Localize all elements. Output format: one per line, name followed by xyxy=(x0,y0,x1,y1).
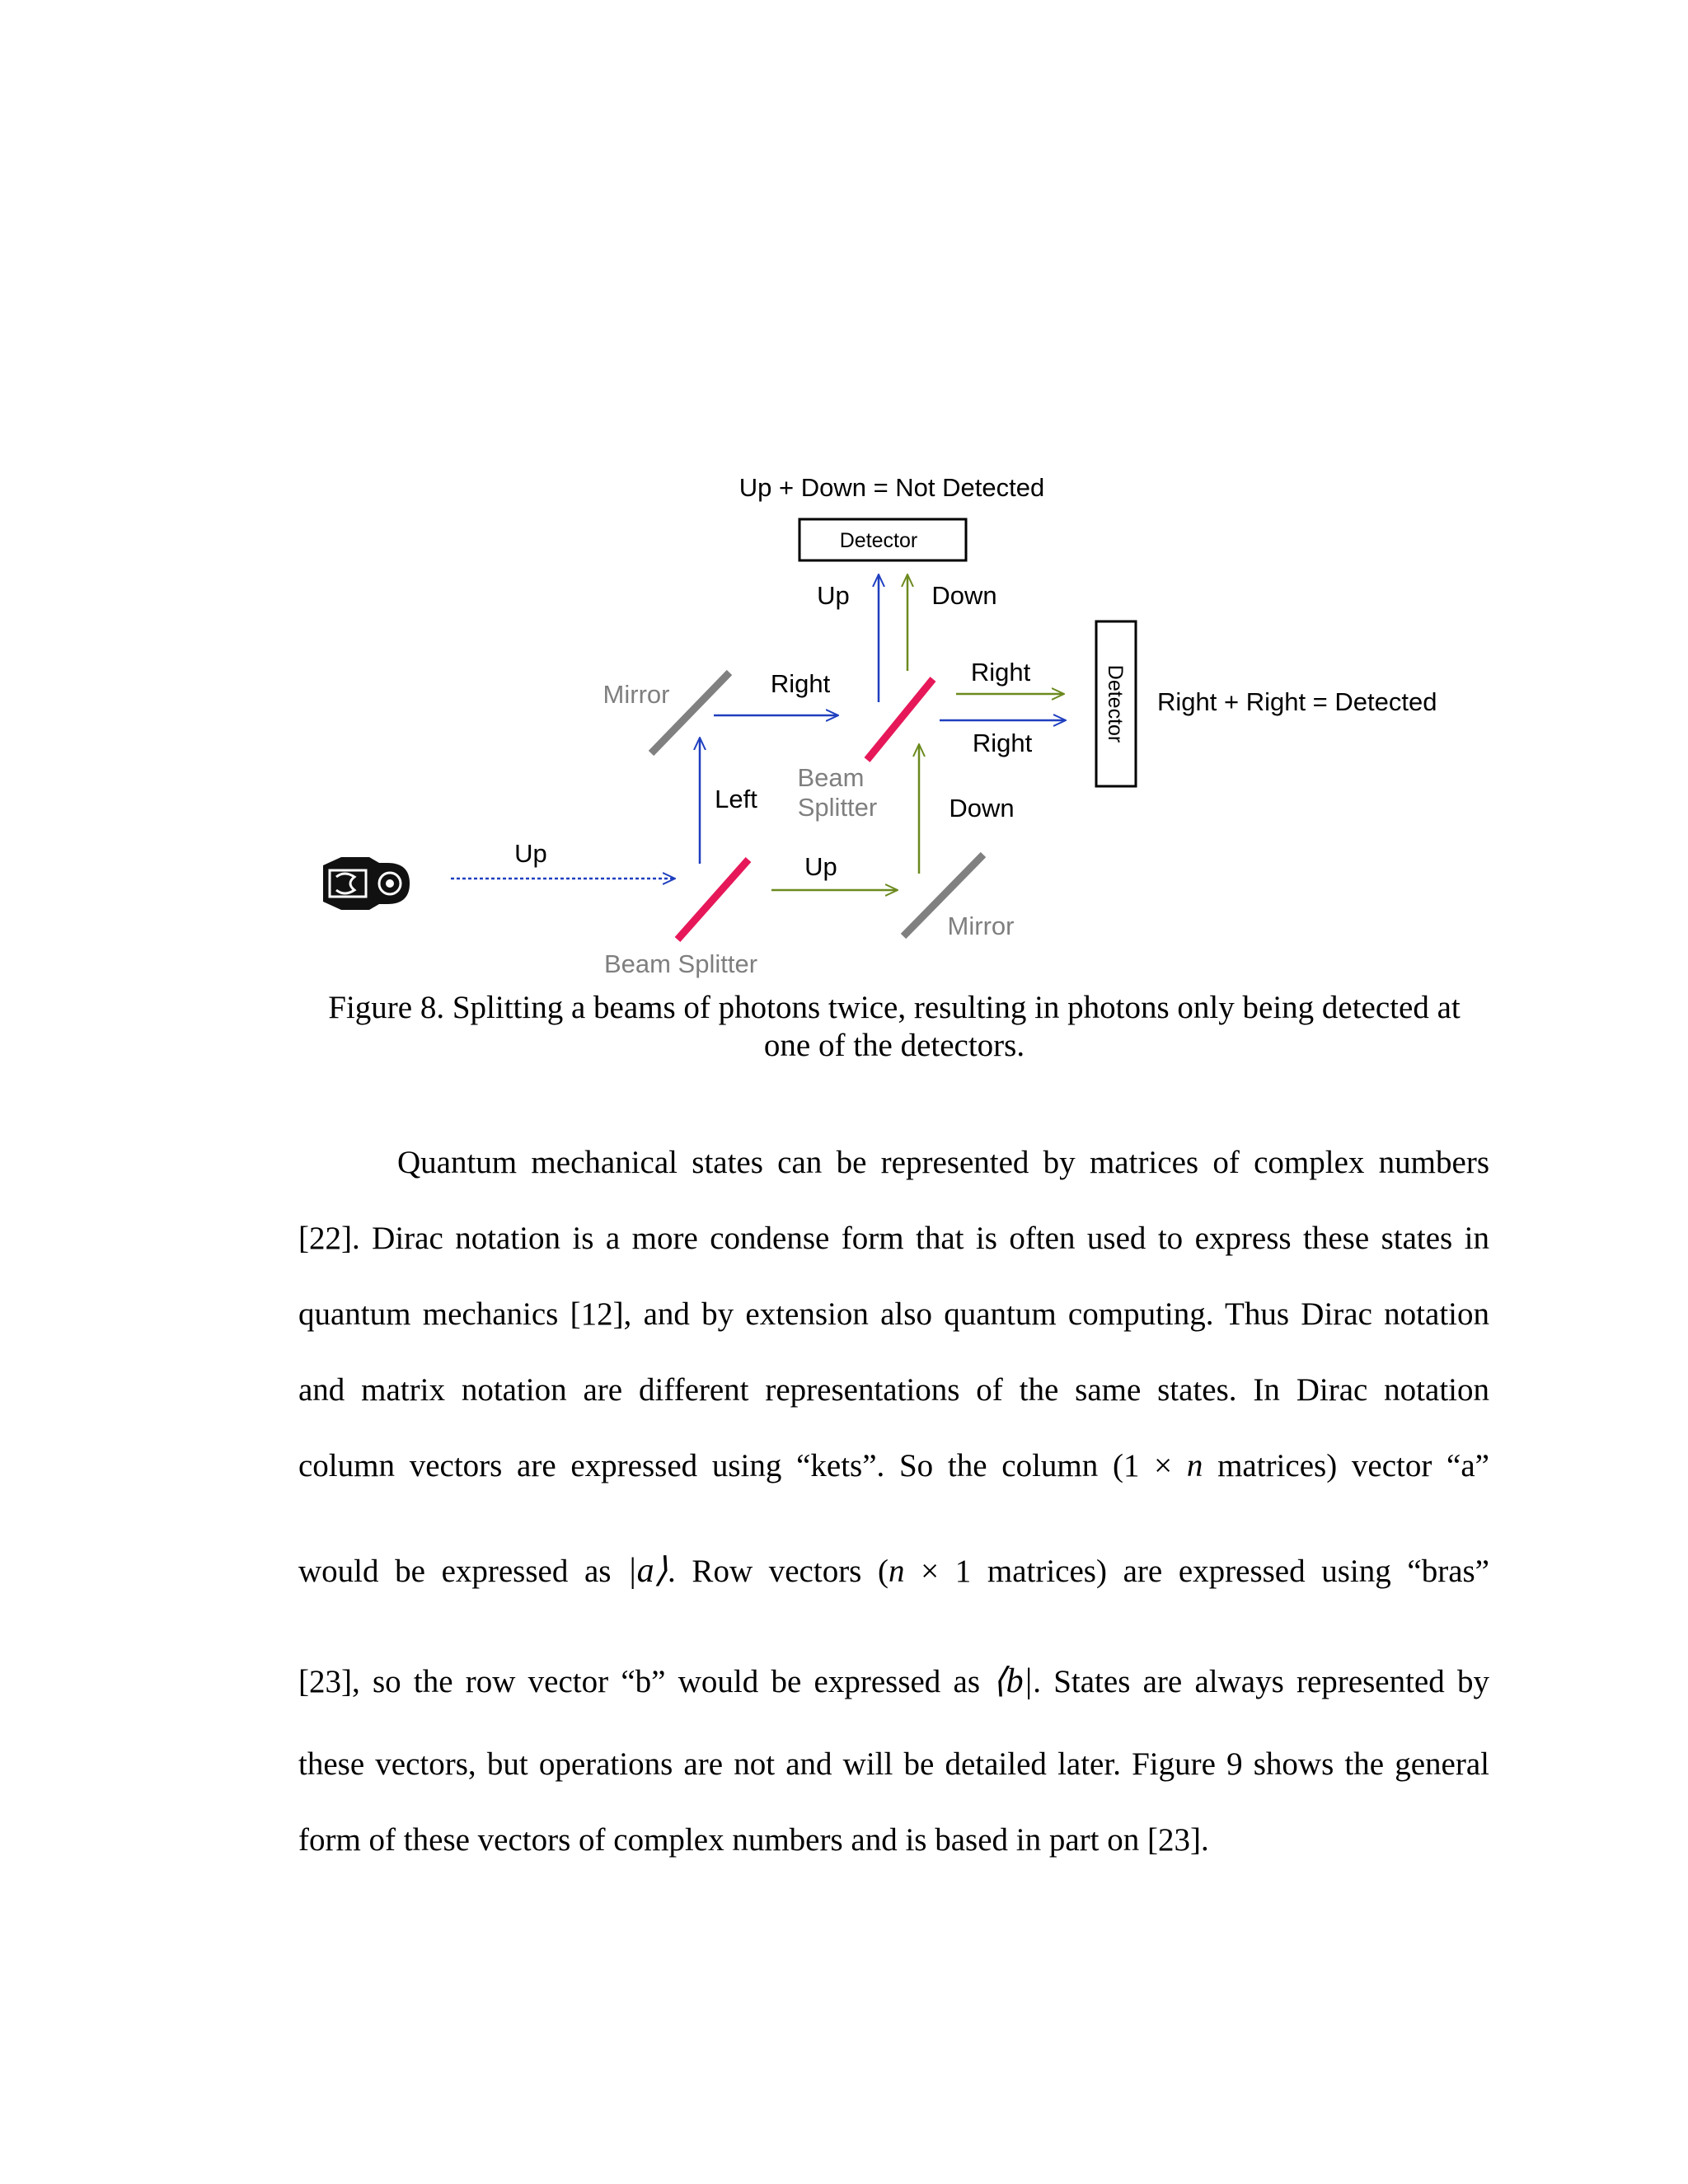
paragraph-line-1: Quantum mechanical states can be represented by matrices of complex numbers xyxy=(397,1145,1489,1180)
paragraph-line-6: would be expressed as |a⟩. Row vectors (n × 1 matrices) are expressed using “bras” xyxy=(298,1552,1489,1590)
paragraph-line-3: quantum mechanics [12], and by extension also quantum computing. Thus Dirac notation xyxy=(298,1296,1489,1332)
figure-caption xyxy=(305,989,1484,1065)
beam-splitter-mid-label-2: Splitter xyxy=(797,793,878,822)
bottom-beam-splitter xyxy=(678,860,748,940)
not-detected-label: Up + Down = Not Detected xyxy=(738,473,1045,502)
down-mid-label: Down xyxy=(949,794,1015,823)
paragraph-line-8: these vectors, but operations are not and will be detailed later. Figure 9 shows the general xyxy=(298,1746,1489,1782)
top-detector-label: Detector xyxy=(839,529,918,552)
side-detector xyxy=(1096,621,1136,786)
up-source-label: Up xyxy=(514,839,547,868)
right-out-2-label: Right xyxy=(972,729,1033,757)
paragraph-line-2: [22]. Dirac notation is a more condense form that is often used to express these states in xyxy=(298,1221,1489,1256)
caption-line-1: Figure 8. Splitting a beams of photons twice, resulting in photons only being detected at xyxy=(328,990,1461,1025)
right-out-1-label: Right xyxy=(970,658,1031,687)
up-bottom-label: Up xyxy=(804,852,837,881)
photon-source-icon xyxy=(323,857,410,910)
paragraph-line-9: form of these vectors of complex numbers and is based in part on [23]. xyxy=(298,1822,1209,1858)
side-detector-label: Detector xyxy=(1104,664,1127,743)
caption-line-2: one of the detectors. xyxy=(763,1028,1025,1063)
beam-splitter-bottom-label: Beam Splitter xyxy=(603,949,758,978)
mirror-right-label: Mirror xyxy=(947,912,1015,940)
beam-splitter-figure xyxy=(0,0,1688,989)
bra-b: ⟨b| xyxy=(992,1662,1034,1700)
left-label: Left xyxy=(715,785,757,813)
up-top-label: Up xyxy=(817,581,850,610)
beam-splitter-mid-label-1: Beam xyxy=(797,763,865,792)
middle-beam-splitter xyxy=(867,679,933,760)
down-top-label: Down xyxy=(931,581,997,610)
right-top-label: Right xyxy=(770,669,831,698)
ket-a: |a⟩ xyxy=(627,1552,668,1590)
paragraph-line-4: and matrix notation are different representations of the same states. In Dirac notation xyxy=(298,1372,1489,1408)
detected-label: Right + Right = Detected xyxy=(1157,687,1437,716)
mirror-left-label: Mirror xyxy=(603,680,670,709)
paragraph-line-7: [23], so the row vector “b” would be expressed as ⟨b|. States are always represented by xyxy=(298,1662,1489,1700)
paragraph-line-5: column vectors are expressed using “kets”. So the column (1 × n matrices) vector “a” xyxy=(298,1448,1489,1483)
top-detector xyxy=(799,519,966,560)
